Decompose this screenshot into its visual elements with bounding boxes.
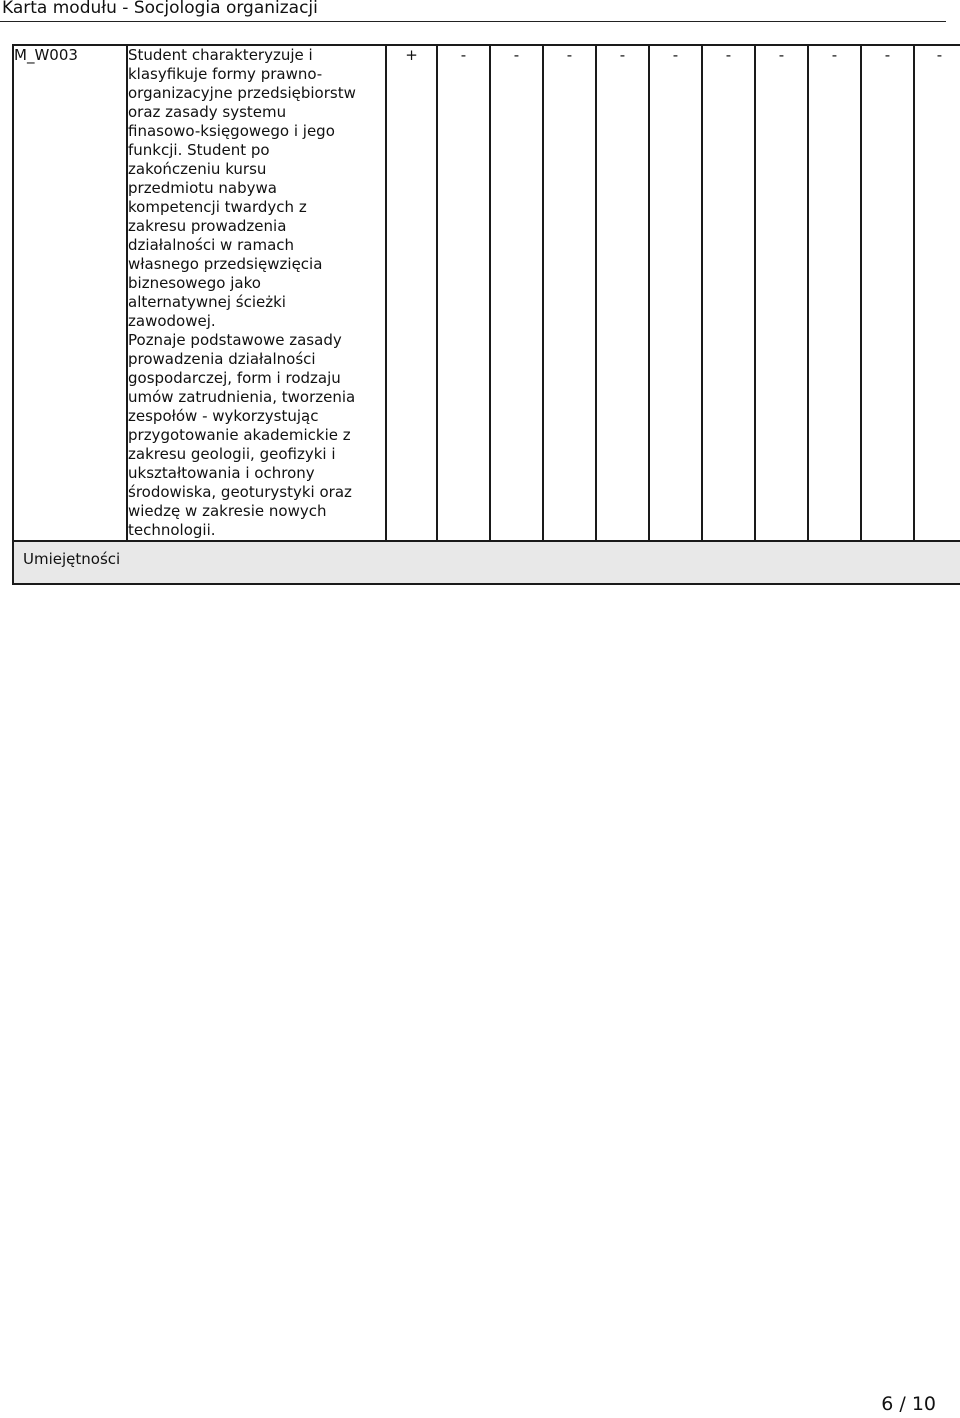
description-line: zawodowej.: [128, 312, 216, 330]
description-line: działalności w ramach: [128, 236, 295, 254]
effect-mark: -: [543, 45, 596, 541]
table-row: [13, 45, 960, 541]
description-line: biznesowego jako: [128, 274, 261, 292]
description-line: oraz zasady systemu: [128, 103, 287, 121]
description-line: przedmiotu nabywa: [128, 179, 277, 197]
header-divider: [0, 21, 946, 22]
section-label: Umiejętności: [13, 541, 960, 584]
effect-code: M_W003: [13, 45, 127, 541]
description-line: środowiska, geoturystyki oraz: [128, 483, 352, 501]
description-line: umów zatrudnienia, tworzenia: [128, 388, 356, 406]
effect-mark: -: [861, 45, 914, 541]
description-line: gospodarczej, form i rodzaju: [128, 369, 341, 387]
description-line: organizacyjne przedsiębiorstw: [128, 84, 356, 102]
description-line: zakresu prowadzenia: [128, 217, 287, 235]
description-line: własnego przedsięwzięcia: [128, 255, 323, 273]
effect-mark: -: [649, 45, 702, 541]
description-line: klasyfikuje formy prawno-: [128, 65, 323, 83]
effect-mark: -: [702, 45, 755, 541]
effect-mark: -: [437, 45, 490, 541]
description-line: zespołów - wykorzystując: [128, 407, 319, 425]
description-line: wiedzę w zakresie nowych: [128, 502, 327, 520]
effect-mark: -: [808, 45, 861, 541]
effect-mark: -: [914, 45, 960, 541]
description-line: zakończeniu kursu: [128, 160, 267, 178]
effect-mark: -: [596, 45, 649, 541]
description-line: technologii.: [128, 521, 216, 539]
description-line: alternatywnej ścieżki: [128, 293, 286, 311]
effect-description: [127, 45, 386, 541]
description-line: prowadzenia działalności: [128, 350, 316, 368]
description-line: finasowo-księgowego i jego: [128, 122, 335, 140]
module-effects-table: [12, 44, 960, 585]
section-header-row: [13, 541, 960, 584]
document-title: Karta modułu - Socjologia organizacji: [2, 0, 318, 18]
effect-mark: -: [755, 45, 808, 541]
description-line: zakresu geologii, geofizyki i: [128, 445, 336, 463]
description-line: kompetencji twardych z: [128, 198, 307, 216]
description-line: Student charakteryzuje i: [128, 46, 313, 64]
effect-mark: +: [386, 45, 437, 541]
page-number: 6 / 10: [881, 1393, 936, 1415]
description-line: Poznaje podstawowe zasady: [128, 331, 342, 349]
effect-mark: -: [490, 45, 543, 541]
description-line: ukształtowania i ochrony: [128, 464, 315, 482]
description-line: funkcji. Student po: [128, 141, 270, 159]
description-line: przygotowanie akademickie z: [128, 426, 351, 444]
